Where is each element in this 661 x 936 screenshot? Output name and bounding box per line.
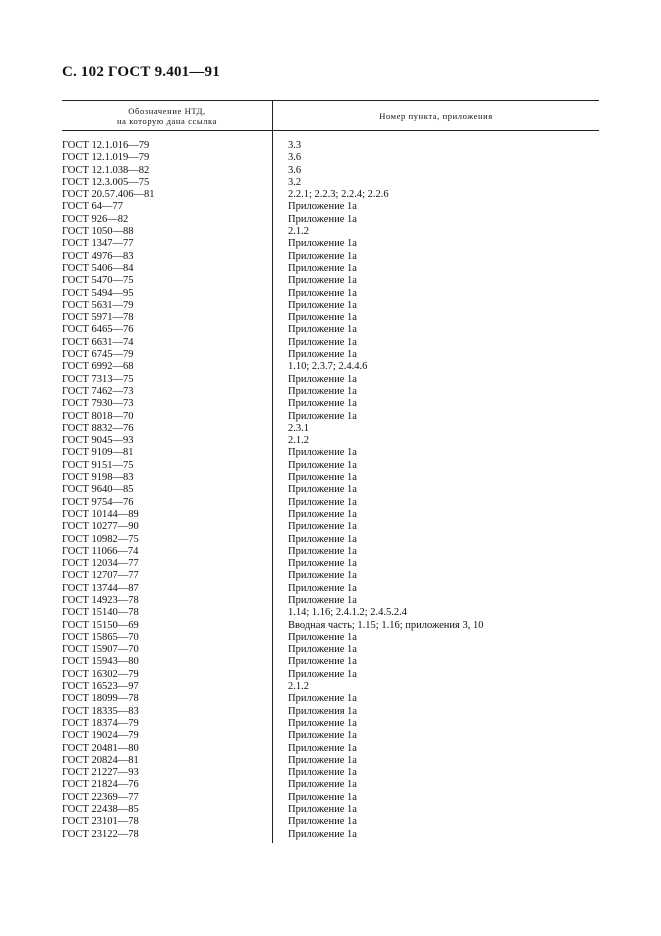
clause-reference: Приложение 1а <box>288 521 357 533</box>
clause-reference: Приложение 1а <box>288 570 357 582</box>
header-clause-column: Номер пункта, приложения <box>379 110 493 121</box>
clause-reference: Приложение 1а <box>288 545 357 557</box>
document-designation: ГОСТ 16302—79 <box>62 668 139 680</box>
document-designation: ГОСТ 8018—70 <box>62 410 134 422</box>
document-designation: ГОСТ 16523—97 <box>62 681 139 693</box>
table-row <box>62 263 599 275</box>
clause-reference: Приложение 1а <box>288 336 357 348</box>
table-row <box>62 152 599 164</box>
clause-reference: Приложение 1а <box>288 398 357 410</box>
document-designation: ГОСТ 20481—80 <box>62 742 139 754</box>
clause-reference: Приложение 1а <box>288 410 357 422</box>
document-designation: ГОСТ 926—82 <box>62 213 129 225</box>
clause-reference: 1.14; 1.16; 2.4.1.2; 2.4.5.2.4 <box>288 607 408 619</box>
clause-reference: 3.6 <box>288 164 302 176</box>
clause-reference: Приложение 1а <box>288 213 357 225</box>
clause-reference: Приложение 1а <box>288 349 357 361</box>
table-row <box>62 472 599 484</box>
document-designation: ГОСТ 5631—79 <box>62 299 134 311</box>
document-designation: ГОСТ 1347—77 <box>62 238 134 250</box>
table-row <box>62 681 599 693</box>
table-row <box>62 288 599 300</box>
table-row <box>62 411 599 423</box>
document-designation: ГОСТ 5494—95 <box>62 287 134 299</box>
table-body <box>62 131 599 841</box>
document-designation: ГОСТ 15865—70 <box>62 631 139 643</box>
document-designation: ГОСТ 10144—89 <box>62 508 139 520</box>
table-row <box>62 829 599 841</box>
clause-reference: Приложение 1а <box>288 693 357 705</box>
document-designation: ГОСТ 9151—75 <box>62 459 134 471</box>
clause-reference: 3.2 <box>288 176 302 188</box>
document-designation: ГОСТ 18335—83 <box>62 705 139 717</box>
clause-reference: Приложения 1а <box>288 705 358 717</box>
document-designation: ГОСТ 4976—83 <box>62 250 134 262</box>
clause-reference: 2.1.2 <box>288 435 309 447</box>
document-designation: ГОСТ 21824—76 <box>62 779 139 791</box>
document-designation: ГОСТ 22438—85 <box>62 804 139 816</box>
clause-reference: Приложение 1а <box>288 250 357 262</box>
document-designation: ГОСТ 6992—68 <box>62 361 134 373</box>
clause-reference: Приложение 1а <box>288 730 357 742</box>
clause-reference: Приложение 1а <box>288 385 357 397</box>
clause-reference: Приложение 1а <box>288 742 357 754</box>
document-designation: ГОСТ 1050—88 <box>62 226 134 238</box>
clause-reference: Приложение 1а <box>288 238 357 250</box>
document-designation: ГОСТ 11066—74 <box>62 545 139 557</box>
clause-reference: 3.6 <box>288 152 302 164</box>
table-row <box>62 792 599 804</box>
clause-reference: Приложение 1а <box>288 275 357 287</box>
clause-reference: Приложение 1а <box>288 533 357 545</box>
table-row <box>62 521 599 533</box>
document-designation: ГОСТ 64—77 <box>62 201 124 213</box>
document-designation: ГОСТ 15943—80 <box>62 656 139 668</box>
table-row <box>62 804 599 816</box>
document-designation: ГОСТ 12034—77 <box>62 558 139 570</box>
table-row <box>62 361 599 373</box>
clause-reference: Приложение 1а <box>288 262 357 274</box>
table-row <box>62 632 599 644</box>
table-row <box>62 349 599 361</box>
header-document-line2: на которую дана ссылка <box>116 115 217 126</box>
clause-reference: Приложение 1а <box>288 201 357 213</box>
header-document-column <box>62 101 273 130</box>
clause-reference: Приложение 1а <box>288 299 357 311</box>
clause-reference: Приложение 1а <box>288 484 357 496</box>
clause-reference: Приложение 1а <box>288 791 357 803</box>
document-designation: ГОСТ 15140—78 <box>62 607 139 619</box>
table-row <box>62 189 599 201</box>
clause-reference: Приложение 1а <box>288 472 357 484</box>
table-row <box>62 374 599 386</box>
table-row <box>62 620 599 632</box>
document-designation: ГОСТ 10277—90 <box>62 521 139 533</box>
clause-reference: Приложение 1а <box>288 656 357 668</box>
clause-reference: Приложение 1а <box>288 816 357 828</box>
table-row <box>62 669 599 681</box>
clause-reference: Приложение 1а <box>288 287 357 299</box>
table-row <box>62 214 599 226</box>
table-header <box>62 100 599 131</box>
table-row <box>62 595 599 607</box>
table-row <box>62 226 599 238</box>
clause-reference: Приложение 1а <box>288 594 357 606</box>
table-row <box>62 386 599 398</box>
clause-reference: Приложение 1а <box>288 373 357 385</box>
document-designation: ГОСТ 6465—76 <box>62 324 134 336</box>
table-row <box>62 398 599 410</box>
clause-reference: Приложение 1а <box>288 668 357 680</box>
document-designation: ГОСТ 23122—78 <box>62 828 139 840</box>
clause-reference: 2.1.2 <box>288 681 309 693</box>
clause-reference: 3.3 <box>288 140 302 151</box>
table-row <box>62 730 599 742</box>
document-designation: ГОСТ 21227—93 <box>62 767 139 779</box>
table-row <box>62 534 599 546</box>
table-row <box>62 718 599 730</box>
clause-reference: Приложение 1а <box>288 644 357 656</box>
table-row <box>62 423 599 435</box>
clause-reference: Приложение 1а <box>288 447 357 459</box>
clause-reference: Приложение 1а <box>288 804 357 816</box>
clause-reference: Вводная часть; 1.15; 1.16; приложения 3, 10 <box>288 619 484 631</box>
document-designation: ГОСТ 20.57.406—81 <box>62 189 155 201</box>
document-designation: ГОСТ 14923—78 <box>62 594 139 606</box>
document-designation: ГОСТ 12707—77 <box>62 570 139 582</box>
document-designation: ГОСТ 6745—79 <box>62 349 134 361</box>
document-designation: ГОСТ 9198—83 <box>62 472 134 484</box>
clause-reference: Приложение 1а <box>288 312 357 324</box>
table-row <box>62 447 599 459</box>
table-row <box>62 140 599 152</box>
document-designation: ГОСТ 7930—73 <box>62 398 134 410</box>
table-row <box>62 312 599 324</box>
table-row <box>62 300 599 312</box>
table-row <box>62 324 599 336</box>
document-designation: ГОСТ 9640—85 <box>62 484 134 496</box>
document-designation: ГОСТ 12.1.016—79 <box>62 140 150 151</box>
document-designation: ГОСТ 22369—77 <box>62 791 139 803</box>
clause-reference: Приложение 1а <box>288 717 357 729</box>
clause-reference: Приложение 1а <box>288 631 357 643</box>
table-row <box>62 693 599 705</box>
document-designation: ГОСТ 19024—79 <box>62 730 139 742</box>
document-designation: ГОСТ 15907—70 <box>62 644 139 656</box>
document-designation: ГОСТ 5971—78 <box>62 312 134 324</box>
page-header: С. 102 ГОСТ 9.401—91 <box>62 64 220 80</box>
document-designation: ГОСТ 12.3.005—75 <box>62 176 150 188</box>
table-row <box>62 656 599 668</box>
clause-reference: Приложение 1а <box>288 828 357 840</box>
reference-table <box>62 100 599 841</box>
document-designation: ГОСТ 23101—78 <box>62 816 139 828</box>
table-row <box>62 743 599 755</box>
document-designation: ГОСТ 12.1.038—82 <box>62 164 150 176</box>
table-row <box>62 546 599 558</box>
table-row <box>62 460 599 472</box>
table-row <box>62 607 599 619</box>
table-row <box>62 644 599 656</box>
document-designation: ГОСТ 6631—74 <box>62 336 134 348</box>
table-row <box>62 570 599 582</box>
clause-reference: 2.3.1 <box>288 422 309 434</box>
table-row <box>62 706 599 718</box>
table-row <box>62 165 599 177</box>
table-row <box>62 509 599 521</box>
document-designation: ГОСТ 9109—81 <box>62 447 134 459</box>
clause-reference: Приложение 1а <box>288 767 357 779</box>
clause-reference: Приложение 1а <box>288 459 357 471</box>
document-designation: ГОСТ 18374—79 <box>62 717 139 729</box>
document-designation: ГОСТ 5470—75 <box>62 275 134 287</box>
clause-reference: 2.1.2 <box>288 226 309 238</box>
clause-reference: Приложение 1а <box>288 508 357 520</box>
table-row <box>62 816 599 828</box>
clause-reference: 2.2.1; 2.2.3; 2.2.4; 2.2.6 <box>288 189 389 201</box>
table-row <box>62 275 599 287</box>
document-designation: ГОСТ 7313—75 <box>62 373 134 385</box>
table-row <box>62 435 599 447</box>
clause-reference: Приложение 1а <box>288 496 357 508</box>
header-document-line1: Обозначение НТД, <box>128 105 206 116</box>
table-row <box>62 484 599 496</box>
document-designation: ГОСТ 12.1.019—79 <box>62 152 150 164</box>
table-row <box>62 583 599 595</box>
clause-reference: Приложение 1а <box>288 582 357 594</box>
table-row <box>62 755 599 767</box>
clause-reference: Приложение 1а <box>288 779 357 791</box>
table-row <box>62 251 599 263</box>
table-row <box>62 337 599 349</box>
clause-reference: 1.10; 2.3.7; 2.4.4.6 <box>288 361 368 373</box>
table-row <box>62 201 599 213</box>
table-row <box>62 767 599 779</box>
document-designation: ГОСТ 9045—93 <box>62 435 134 447</box>
document-designation: ГОСТ 5406—84 <box>62 262 134 274</box>
clause-reference: Приложение 1а <box>288 324 357 336</box>
table-row <box>62 177 599 189</box>
document-designation: ГОСТ 18099—78 <box>62 693 139 705</box>
clause-reference: Приложение 1а <box>288 558 357 570</box>
document-designation: ГОСТ 15150—69 <box>62 619 139 631</box>
document-designation: ГОСТ 20824—81 <box>62 754 139 766</box>
document-designation: ГОСТ 10982—75 <box>62 533 139 545</box>
document-designation: ГОСТ 8832—76 <box>62 422 134 434</box>
document-designation: ГОСТ 13744—87 <box>62 582 139 594</box>
table-row <box>62 558 599 570</box>
clause-reference: Приложение 1а <box>288 754 357 766</box>
table-row <box>62 497 599 509</box>
table-row <box>62 238 599 250</box>
document-designation: ГОСТ 9754—76 <box>62 496 134 508</box>
table-row <box>62 779 599 791</box>
document-designation: ГОСТ 7462—73 <box>62 385 134 397</box>
